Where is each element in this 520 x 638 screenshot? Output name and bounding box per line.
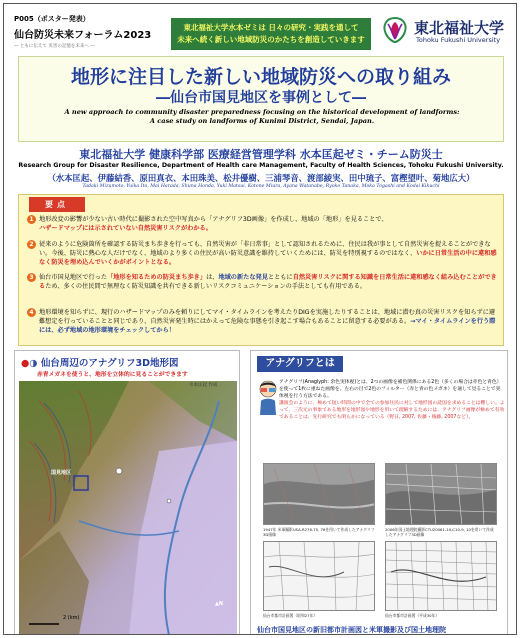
key-point [27, 273, 497, 291]
point-body: 仙台市国見地区で行った [39, 274, 108, 281]
point-number: 2 [27, 240, 36, 249]
anaglyph-lead: アナグリフ(Anaglyph: 余色実体視)とは、2つの画像を補色関係にある2色（多くの場合は赤色と青色）を使って1枚に重ねた画像を、左右の目で2色のフィルター（赤と青の色メガネ）を通して見ることで実体視を行う方法である。 [279, 380, 502, 399]
aerial-photo-2006 [385, 463, 497, 525]
map-title: ●◑ 仙台周辺のアナグリフ3D地形図 [21, 358, 179, 369]
forum-header [14, 14, 164, 49]
key-point [27, 240, 497, 267]
north-arrow-icon: ▲N [215, 601, 224, 607]
title-box [18, 56, 504, 142]
forum-title [14, 26, 164, 41]
anaglyph-footer: 仙台市国見地区の新旧都市計画図と米軍撮影及び国土地理院 [257, 626, 446, 634]
point-text [39, 240, 497, 267]
scale-label: 2 (km) [63, 615, 80, 621]
caption-2018: 仙台市都市計画図（平成30年） [385, 613, 440, 618]
key-point [27, 215, 497, 233]
map-subtitle: 赤青メガネを使うと、地形を立体的に見ることができます [37, 372, 188, 378]
anaglyph-body: 講演会のように、極めて短い時間の中で全ての参加住民に対して地形図の読図を求めることは難しい。よって、三次元の事象である地形を地形図や地形を用いて理解するためには、アナグリフ画像が極めて有効であることは、先行研究でも明らかになっている（野日, 2007, 佐藤・後藤, 2007など）。 [279, 401, 505, 420]
point-emphasis: →マイ・タイムラインを行う際には、必ず地域の地形環境をチェックしてから！ [39, 318, 496, 334]
point-highlight: ハザードマップには示されていない自然災害リスクがわかる。 [39, 225, 212, 232]
point-emphasis: 地域の新たな発見 [218, 274, 268, 281]
anaglyph-map [19, 381, 237, 635]
point-number: 4 [27, 308, 36, 317]
anaglyph-explainer-panel [250, 350, 508, 635]
map-title-text: 仙台周辺のアナグリフ3D地形図 [40, 358, 179, 369]
university-name: 東北福祉大学 [414, 19, 505, 37]
poster-subtitle: ―仙台市国見地区を事例として― [156, 90, 366, 106]
title-en-line-1: A new approach to community disaster preparedness focusing on the historical development of landforms: [64, 108, 460, 116]
point-highlight: 自然災害リスクに関する知識を日常生活に違和感なく組み込むことができる [39, 274, 497, 290]
point-body: 従来のように危険箇所を確認する防災まち歩きを行っても、自然災害が「非日常事」として認知されるために、住民は我が事として自然災害を捉えることができない。今後、防災に熱心な人だけでなく、地域のより多くの住民が高い防災意識を維持していくためには、防災を特別視するのではなく、 [39, 241, 491, 257]
member-list: （水本匡起、伊藤結香、原田真衣、本田珠美、松井優樹、三浦琴音、渡部綾実、田中琉子、富樫望叶、菊地広大） [47, 173, 475, 183]
point-body: 地形改変の影響が少ない古い時代に撮影された空中写真から「アナグリフ3D画像」を作成し、地域の「地形」を見ることで、 [39, 216, 388, 223]
poster-title: 地形に注目した新しい地域防災への取り組み [70, 66, 451, 88]
anaglyph-description [279, 379, 505, 421]
point-body: 地形環境を知らずに、現行のハザードマップのみを頼りにしてマイ・タイムラインを考えたりDIGを実施したりすることは、地域に潜む真の災害リスクを知らずに避難想定を行っていることと同じであり、自然災害発生時にはかえって危険な事態を引き起こす場合もあることに留意する必要がある。 [39, 309, 496, 325]
university-logo-icon [380, 16, 410, 44]
university-name-en: Tohoku Fukushi University [416, 36, 501, 44]
point-body: とともに [267, 274, 293, 281]
poster-title-en [25, 108, 499, 126]
point-highlight: いかに日常生活の中に違和感なく防災を埋め込んでいくかがポイントとなる。 [39, 250, 497, 266]
title-en-line-2: A case study on landforms of Kunimi District, Sendai, Japan. [149, 117, 375, 125]
city-plan-1952 [263, 541, 375, 611]
point-number: 1 [27, 215, 36, 224]
seminar-slogan [171, 18, 371, 50]
aerial-photo-1947 [263, 463, 375, 525]
presentation-code: P005（ポスター発表） [14, 15, 90, 23]
point-body: ため、多くの住民間で無理なく防災知識を共有できる新しいリスクコミュニケーションの手法としても有用である。 [45, 283, 367, 290]
anaglyph-map-panel [14, 350, 240, 635]
point-body: は、 [206, 274, 219, 281]
map-source: 水本匡起 作成 [189, 383, 218, 388]
forum-title-text: 仙台防災未来フォーラム2023 [14, 30, 152, 41]
caption-1947: 1947年 米軍撮影USA-R276-75, 76を用いて作成したアナグリフ3D画像 [263, 527, 375, 537]
research-group: 東北福祉大学 健康科学部 医療経営管理学科 水本匡起ゼミ・チーム防災士 [79, 148, 443, 161]
point-highlight: 「地形を知るための防災まち歩き」 [107, 274, 207, 281]
key-points-heading: 要点 [29, 197, 85, 212]
avatar-icon [257, 379, 279, 415]
caption-1952: 仙台市都市計画図（昭和27年） [263, 613, 318, 618]
point-number: 3 [27, 273, 36, 282]
point-text [39, 215, 497, 233]
poster [3, 3, 517, 635]
point-text [39, 273, 497, 291]
anaglyph-heading: アナグリフとは [257, 356, 343, 372]
key-point [27, 308, 497, 335]
member-list-en: Tadaki Mizumoto, Yuika Ito, Mai Harada, Shuna Honda, Yuki Matsui, Kotone Miura, Ayana Watanabe, Ryoko Tanaka, Moka Togashi and Kodai Kikuchi [82, 184, 440, 189]
slogan-line-2: 未来へ続く新しい地域防災のかたちを創造していきます [177, 35, 365, 44]
forum-subtitle: ― ともに伝えて 災害の記憶を未来へ ― [14, 44, 95, 49]
area-label: 国見地区 [51, 470, 72, 476]
slogan-line-1: 東北福祉大学水本ゼミは 日々の研究・実践を通して [183, 23, 359, 32]
caption-2006: 2006年国土地理院撮影CTU20061-1X-C10-9, 10を用いて作成したアナグリフ3D画像 [385, 527, 494, 537]
city-plan-2018 [385, 541, 497, 611]
research-group-en: Research Group for Disaster Resilience, Department of Health care Management, Faculty of Health Sciences, Tohoku Fukushi University. [18, 162, 504, 169]
point-text [39, 308, 497, 335]
key-points [18, 194, 504, 346]
